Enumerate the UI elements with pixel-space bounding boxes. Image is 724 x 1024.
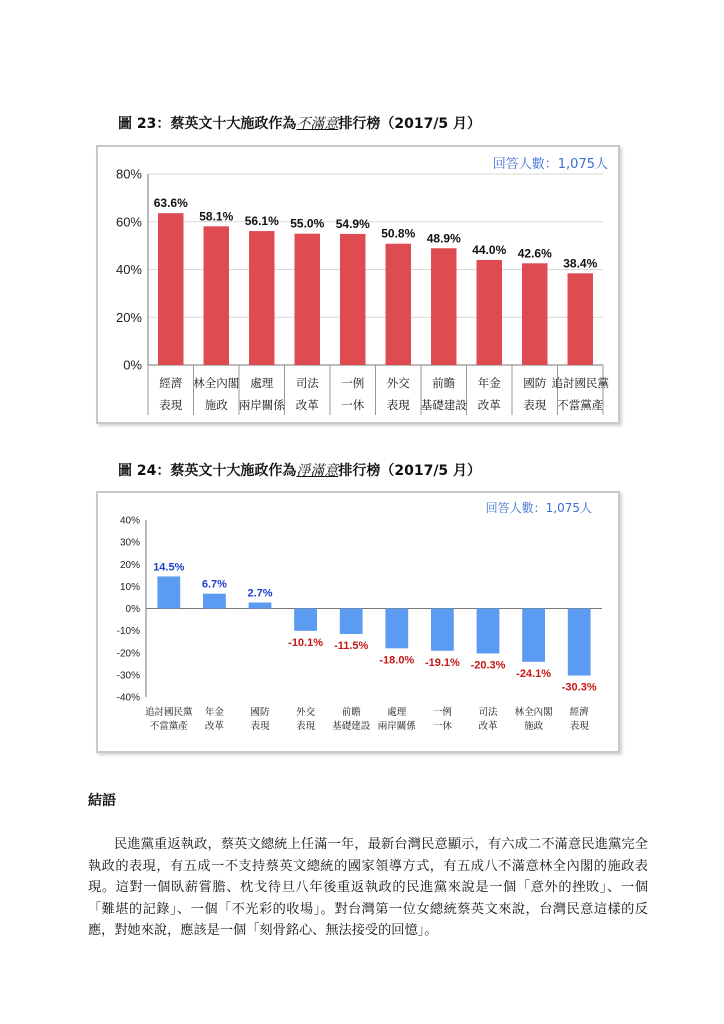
- y-tick-label: -40%: [116, 692, 140, 704]
- bar: [295, 234, 320, 365]
- data-label: 48.9%: [426, 231, 461, 246]
- x-tick-label: 林全內閣: [193, 376, 240, 390]
- bar: [431, 609, 454, 651]
- bar: [249, 603, 272, 609]
- data-label: 14.5%: [153, 561, 185, 574]
- x-tick-label: 司法: [478, 707, 498, 718]
- x-tick-label: 表現: [386, 398, 410, 412]
- bar: [477, 609, 500, 654]
- x-tick-label: 基礎建設: [420, 398, 467, 412]
- bar: [477, 260, 502, 365]
- bar: [157, 576, 180, 608]
- figure-24-title-before: 蔡英文十大施政作為: [170, 463, 297, 479]
- x-tick-label: 施政: [524, 721, 544, 732]
- bar: [340, 609, 363, 634]
- x-tick-label: 年金: [204, 707, 224, 718]
- x-tick-label: 追討國民黨: [145, 707, 193, 718]
- data-label: 44.0%: [472, 242, 507, 257]
- x-tick-label: 國防: [250, 707, 270, 718]
- data-label: 58.1%: [199, 209, 234, 224]
- data-label: 55.0%: [290, 216, 325, 231]
- y-tick-label: 20%: [115, 309, 142, 325]
- data-label: -24.1%: [516, 667, 552, 680]
- data-label: 63.6%: [153, 196, 188, 211]
- x-tick-label: 表現: [296, 721, 316, 732]
- bar: [340, 234, 365, 365]
- bar: [522, 263, 547, 365]
- chart-23-respondents: 回答人數：1,075人: [492, 157, 608, 172]
- y-tick-label: 40%: [119, 515, 140, 527]
- data-label: 2.7%: [247, 587, 273, 600]
- bar: [204, 226, 229, 365]
- y-tick-label: 30%: [119, 537, 140, 549]
- conclusion-heading: 結語: [88, 793, 116, 809]
- figure-23-title-before: 蔡英文十大施政作為: [170, 116, 297, 132]
- x-tick-label: 年金: [477, 376, 501, 390]
- x-tick-label: 一休: [432, 721, 452, 732]
- y-tick-label: 40%: [115, 262, 142, 278]
- figure-24-label: 圖 24：: [118, 463, 171, 479]
- data-label: -20.3%: [470, 659, 506, 672]
- bar: [294, 609, 317, 631]
- x-tick-label: 改革: [478, 721, 498, 732]
- chart-24: [98, 493, 618, 751]
- x-tick-label: 一休: [341, 398, 365, 412]
- y-tick-label: 10%: [119, 581, 140, 593]
- bar: [522, 609, 545, 662]
- bar: [158, 213, 183, 365]
- x-tick-label: 表現: [569, 721, 589, 732]
- bar: [568, 273, 593, 365]
- x-tick-label: 追討國民黨: [551, 376, 609, 390]
- y-tick-label: -20%: [116, 648, 140, 660]
- x-tick-label: 不當黨產: [149, 721, 188, 732]
- data-label: 38.4%: [563, 256, 598, 271]
- bar: [203, 594, 226, 609]
- data-label: -30.3%: [561, 681, 597, 694]
- x-tick-label: 林全內閣: [514, 707, 553, 718]
- y-tick-label: 20%: [119, 559, 140, 571]
- bar: [385, 609, 408, 649]
- data-label: 42.6%: [517, 246, 552, 261]
- x-tick-label: 施政: [204, 398, 228, 412]
- data-label: 56.1%: [244, 214, 279, 229]
- x-tick-label: 司法: [295, 376, 319, 390]
- data-label: 54.9%: [335, 216, 370, 231]
- chart-23: [98, 147, 618, 422]
- bar: [249, 231, 274, 365]
- data-label: 6.7%: [201, 578, 227, 591]
- bar: [568, 609, 591, 676]
- figure-24-title-emphasis: 淨滿意: [296, 463, 339, 479]
- x-tick-label: 不當黨產: [557, 398, 604, 412]
- data-label: -19.1%: [424, 656, 460, 669]
- data-label: -11.5%: [334, 639, 369, 652]
- x-tick-label: 經濟: [569, 707, 589, 718]
- x-tick-label: 改革: [477, 398, 501, 412]
- y-tick-label: 60%: [115, 214, 142, 230]
- figure-24-title-after: 排行榜（2017/5 月）: [338, 463, 482, 479]
- y-tick-label: 0%: [123, 357, 142, 373]
- x-tick-label: 國防: [523, 376, 547, 390]
- chart-24-respondents: 回答人數：1,075人: [485, 501, 592, 515]
- y-tick-label: -30%: [116, 670, 140, 682]
- y-tick-label: 80%: [115, 166, 142, 182]
- bar: [431, 248, 456, 365]
- bar: [386, 244, 411, 365]
- x-tick-label: 兩岸關係: [377, 721, 416, 732]
- x-tick-label: 外交: [296, 707, 316, 718]
- x-tick-label: 前瞻: [432, 376, 456, 390]
- x-tick-label: 表現: [159, 398, 183, 412]
- figure-23-title-after: 排行榜（2017/5 月）: [338, 116, 482, 132]
- x-tick-label: 一例: [432, 707, 452, 718]
- x-tick-label: 表現: [523, 398, 547, 412]
- x-tick-label: 一例: [341, 376, 365, 390]
- x-tick-label: 處理: [387, 707, 407, 718]
- x-tick-label: 經濟: [159, 376, 183, 390]
- x-tick-label: 兩岸關係: [238, 398, 285, 412]
- data-label: -18.0%: [379, 654, 415, 667]
- y-tick-label: -10%: [116, 626, 140, 638]
- chart-23-frame: [96, 145, 620, 424]
- data-label: -10.1%: [288, 636, 324, 649]
- data-label: 50.8%: [381, 226, 416, 241]
- x-tick-label: 改革: [204, 721, 224, 732]
- x-tick-label: 外交: [386, 376, 410, 390]
- figure-24-title: [118, 460, 481, 480]
- figure-23-title: [118, 113, 481, 133]
- x-tick-label: 表現: [250, 721, 270, 732]
- chart-24-frame: [96, 491, 620, 753]
- x-tick-label: 基礎建設: [332, 721, 371, 732]
- x-tick-label: 處理: [250, 376, 274, 390]
- x-tick-label: 前瞻: [341, 707, 361, 718]
- x-tick-label: 改革: [295, 398, 319, 412]
- conclusion-paragraph: 民進黨重返執政，蔡英文總統上任滿一年，最新台灣民意顯示，有六成二不滿意民進黨完全執政的表現，有五成一不支持蔡英文總統的國家領導方式，有五成八不滿意林全內閣的施政表現。這對一個臥薪嘗膽、枕戈待旦八年後重返執政的民進黨來說是一個「意外的挫敗」、一個「難堪的記錄」、一個「不光彩的收場」。對台灣第一位女總統蔡英文來說，台灣民意這樣的反應，對她來說，應該是一個「刻骨銘心、無法接受的回憶」。: [88, 837, 648, 938]
- y-tick-label: 0%: [125, 604, 140, 615]
- figure-23-label: 圖 23：: [118, 116, 171, 132]
- figure-23-title-emphasis: 不滿意: [296, 116, 339, 132]
